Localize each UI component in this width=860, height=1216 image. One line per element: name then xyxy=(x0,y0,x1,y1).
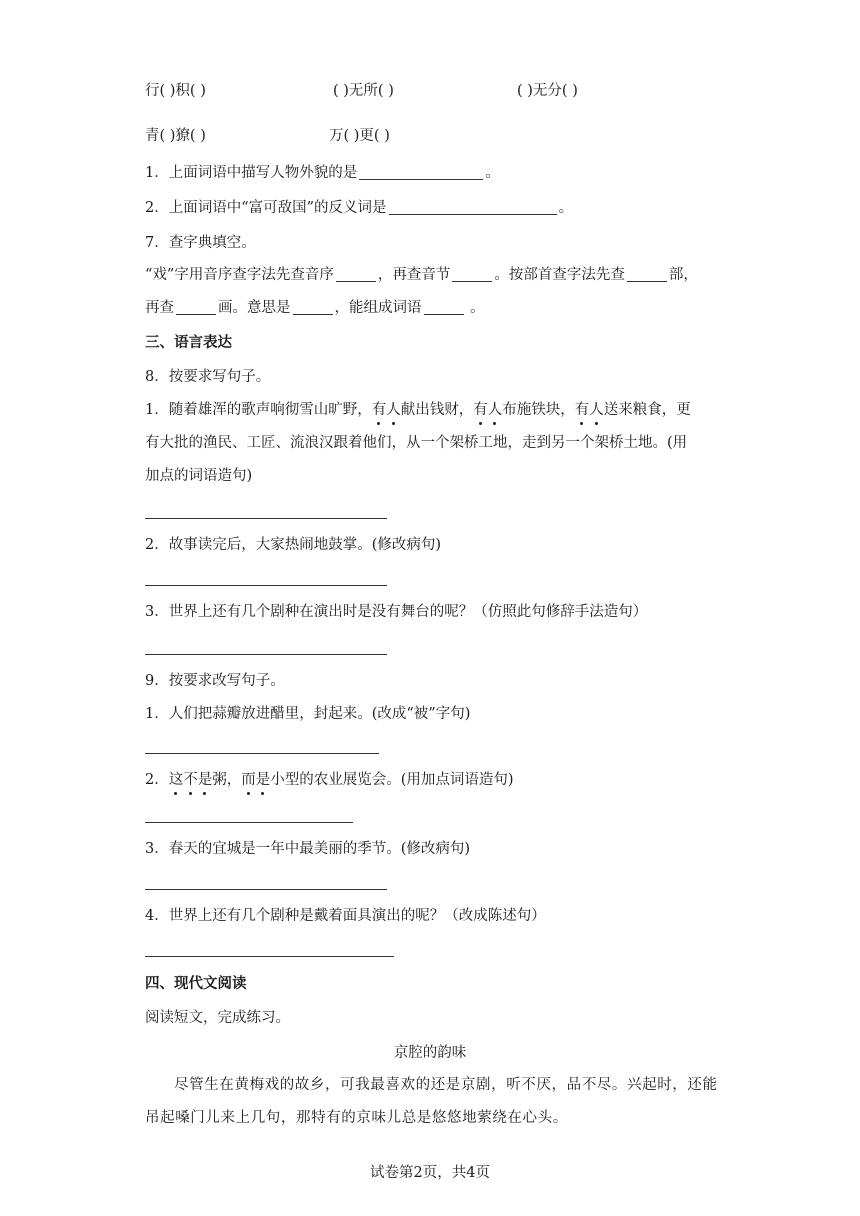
q8-sentence-1-line-3: 加点的词语造句) xyxy=(145,468,253,484)
section-3-heading: 三、语言表达 xyxy=(145,334,232,351)
answer-blank[interactable] xyxy=(424,300,464,315)
answer-line[interactable] xyxy=(145,585,387,586)
idiom-blank-3: ( )无分( ) xyxy=(517,83,578,99)
idiom-question-2: 2．上面词语中“富可敌国”的反义词是 。 xyxy=(145,200,574,216)
q9-sentence-1: 1．人们把蒜瓣放进醋里，封起来。(改成“被”字句) xyxy=(145,706,471,722)
q8-sentence-1-line-1: 1．随着雄浑的歌声响彻雪山旷野，有人献出钱财，有人布施铁块，有人送来粮食，更 xyxy=(145,402,691,418)
q9-sentence-4: 4．世界上还有几个剧种是戴着面具演出的呢？（改成陈述句） xyxy=(145,908,546,924)
q8-sentence-2: 2．故事读完后，大家热闹地鼓掌。(修改病句) xyxy=(145,537,442,553)
idiom-question-1: 1．上面词语中描写人物外貌的是 。 xyxy=(145,165,500,181)
q7-line-1: “戏”字用音序查字法先查音序 ，再查音节 。按部首查字法先查 部， xyxy=(145,267,698,283)
idiom-blank-1: 行( )积( ) xyxy=(145,83,206,99)
answer-blank[interactable] xyxy=(176,300,216,315)
idiom-blank-5: 万( )更( ) xyxy=(329,128,390,144)
q9-title: 9．按要求改写句子。 xyxy=(145,673,285,689)
answer-blank[interactable] xyxy=(389,200,557,215)
answer-line[interactable] xyxy=(145,889,387,890)
q8-sentence-1-line-2: 有大批的渔民、工匠、流浪汉跟着他们，从一个架桥工地，走到另一个架桥土地。(用 xyxy=(145,435,688,451)
reading-instruction: 阅读短文，完成练习。 xyxy=(145,1010,290,1026)
q8-sentence-3: 3．世界上还有几个剧种在演出时是没有舞台的呢？（仿照此句修辞手法造句） xyxy=(145,604,648,620)
answer-blank[interactable] xyxy=(452,267,492,282)
answer-line[interactable] xyxy=(145,654,387,655)
idiom-blank-4: 青( )獠( ) xyxy=(145,128,206,144)
answer-line[interactable] xyxy=(145,518,387,519)
answer-blank[interactable] xyxy=(293,300,333,315)
answer-line[interactable] xyxy=(145,822,353,823)
passage-line-1: 尽管生在黄梅戏的故乡，可我最喜欢的还是京剧，听不厌，品不尽。兴起时，还能 xyxy=(174,1077,718,1093)
page-footer: 试卷第2页，共4页 xyxy=(370,1165,490,1181)
q7-title: 7．查字典填空。 xyxy=(145,235,256,251)
answer-blank[interactable] xyxy=(336,267,376,282)
answer-line[interactable] xyxy=(145,753,379,754)
idiom-blank-2: ( )无所( ) xyxy=(333,83,394,99)
q7-line-2: 再查 画。意思是 ，能组成词语 。 xyxy=(145,300,485,316)
answer-line[interactable] xyxy=(145,956,394,957)
q9-sentence-3: 3．春天的宜城是一年中最美丽的季节。(修改病句) xyxy=(145,841,471,857)
answer-blank[interactable] xyxy=(627,267,667,282)
answer-blank[interactable] xyxy=(359,165,483,180)
section-4-heading: 四、现代文阅读 xyxy=(145,975,247,992)
passage-title: 京腔的韵味 xyxy=(393,1045,467,1061)
q8-title: 8．按要求写句子。 xyxy=(145,369,271,385)
q9-sentence-2: 2．这不是粥，而是小型的农业展览会。(用加点词语造句) xyxy=(145,772,514,788)
passage-line-2: 吊起嗓门儿来上几句，那特有的京味儿总是悠悠地萦绕在心头。 xyxy=(145,1110,568,1126)
